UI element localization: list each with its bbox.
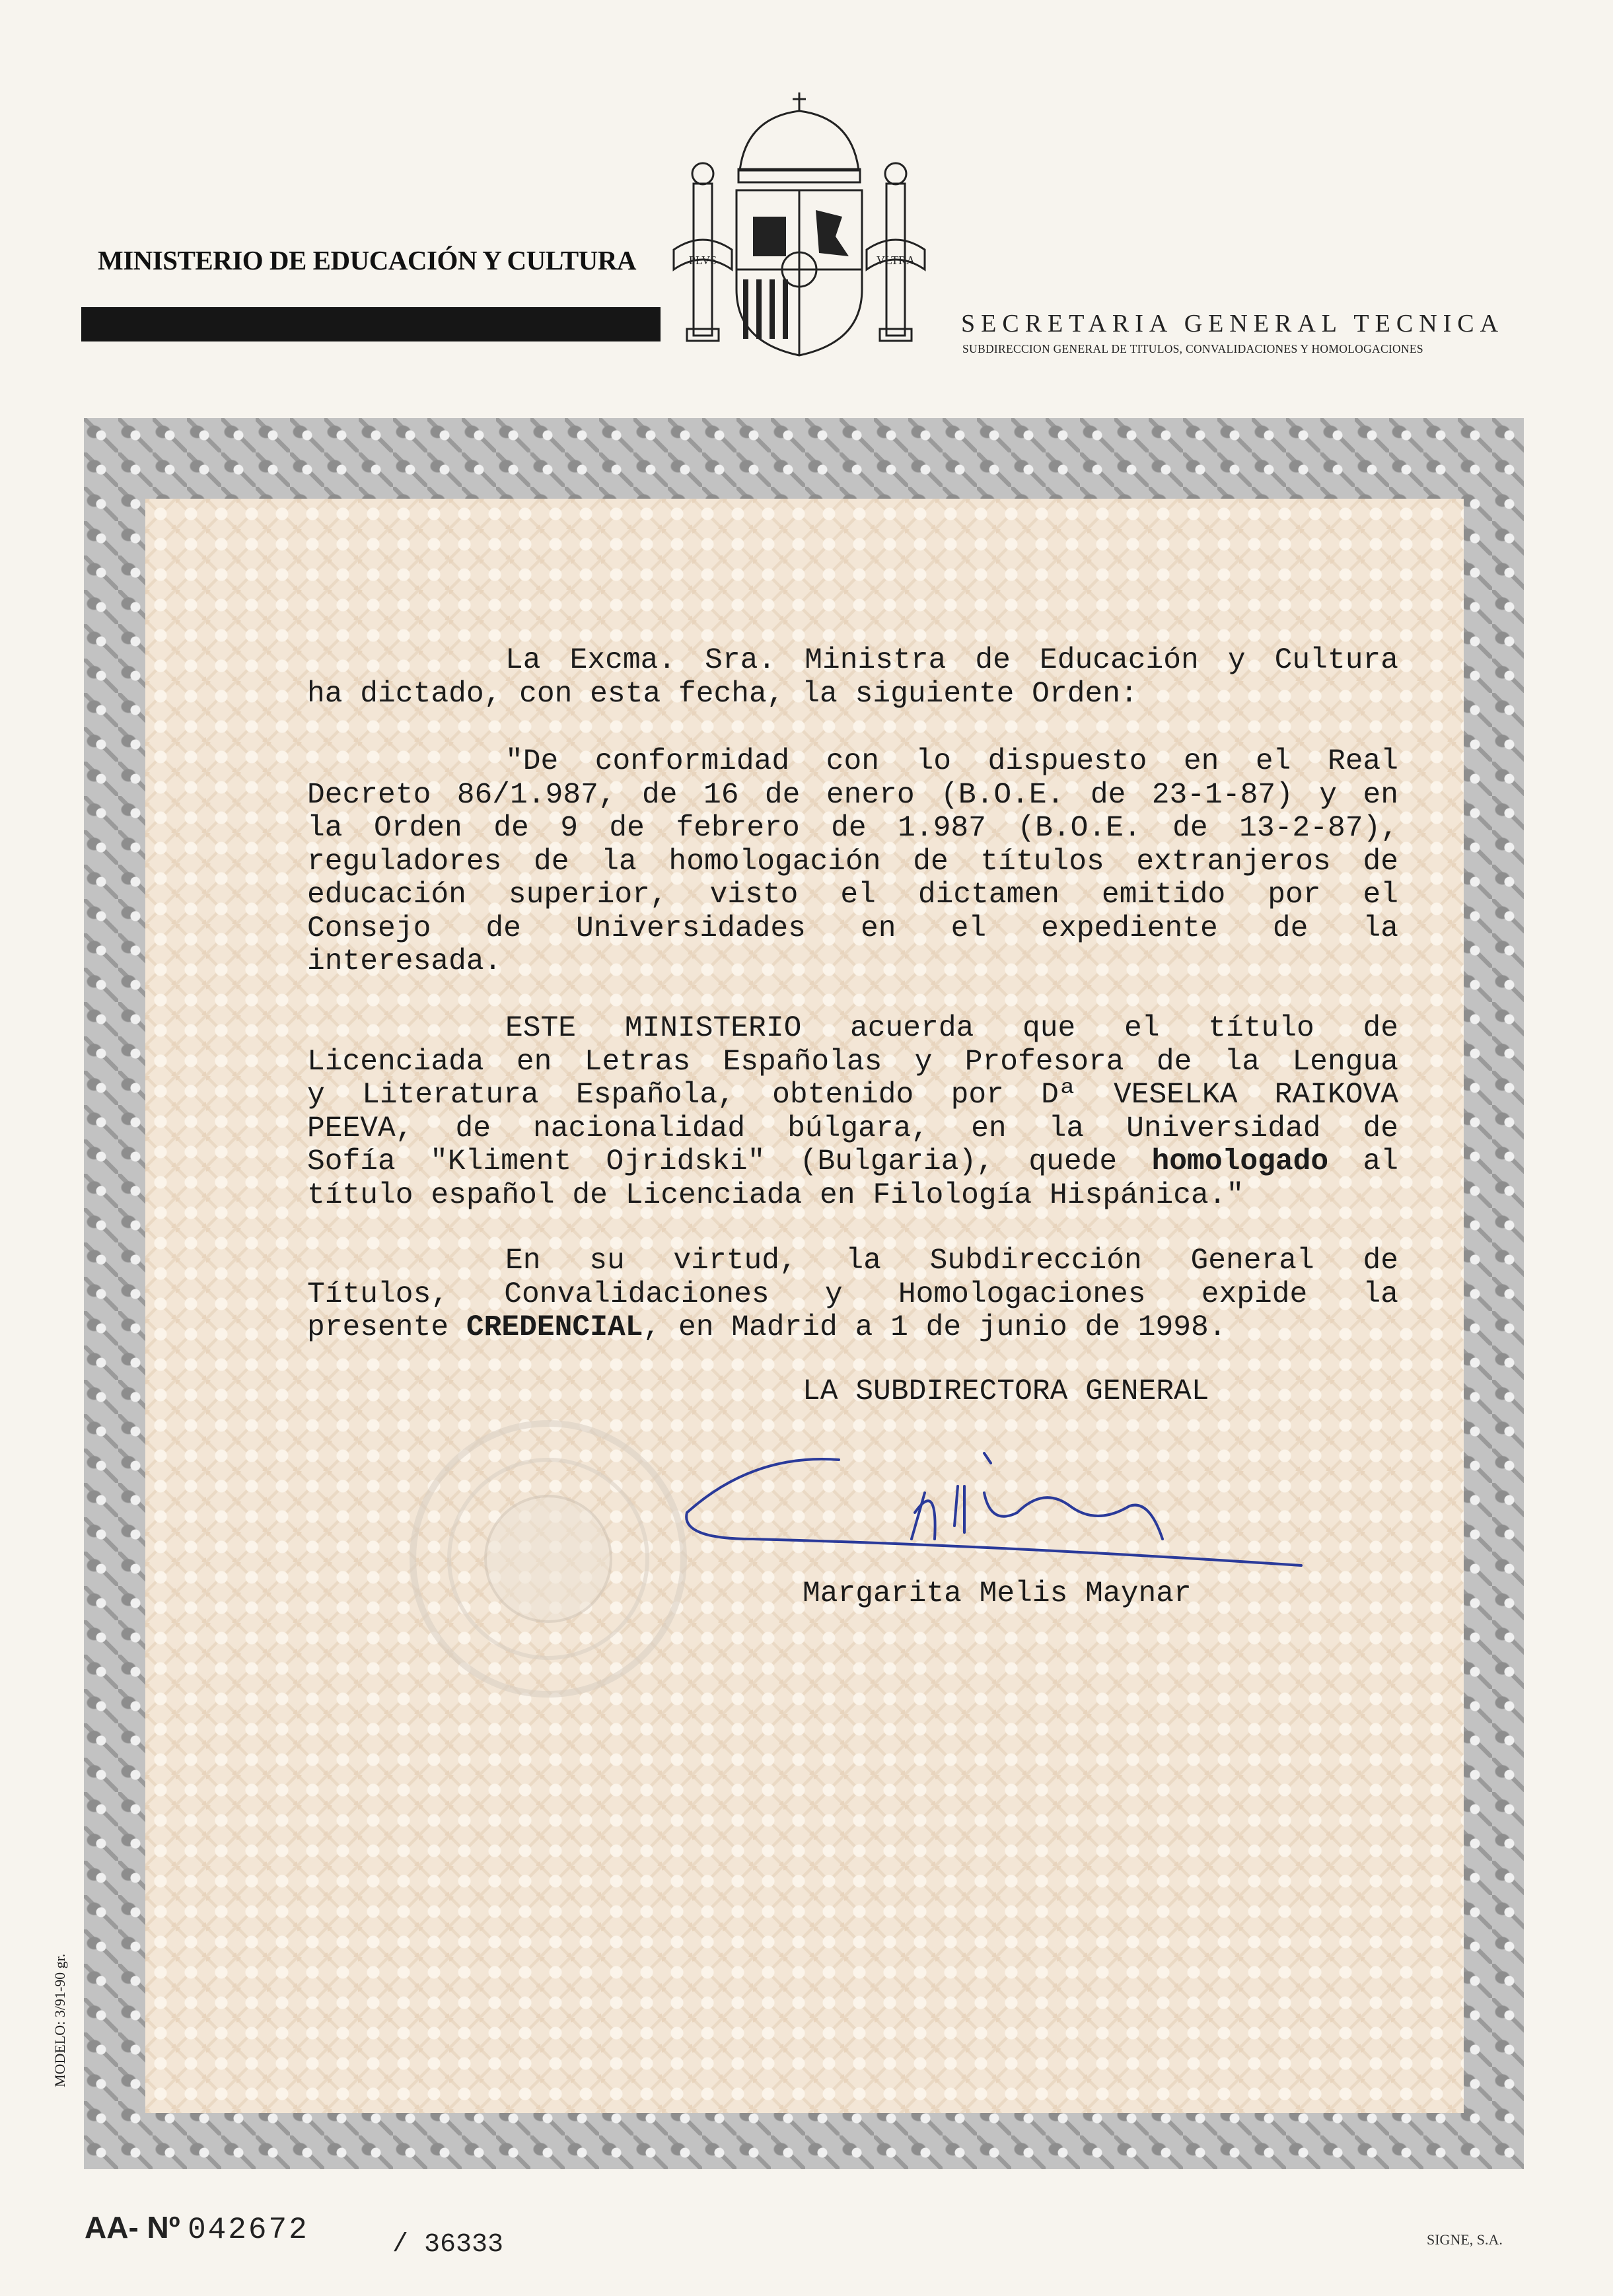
- text-line: interesada.: [307, 945, 502, 978]
- text-line: y Literatura Española, obtenido por Dª VESELKA RAIKOVA: [307, 1079, 1398, 1112]
- subdireccion-title: SUBDIRECCION GENERAL DE TITULOS, CONVALIDACIONES Y HOMOLOGACIONES: [962, 342, 1423, 355]
- serial-prefix: AA- Nº: [85, 2210, 180, 2244]
- ministry-name: MINISTERIO DE EDUCACIÓN Y CULTURA: [98, 245, 637, 275]
- header-bar: [81, 307, 661, 341]
- paragraph-issuance: [307, 1244, 1398, 1345]
- paragraph-intro: [307, 644, 1398, 711]
- text-line: la Orden de 9 de febrero de 1.987 (B.O.E. de 13-2-87),: [307, 812, 1398, 845]
- text-line: PEEVA, de nacionalidad búlgara, en la Universidad de: [307, 1112, 1398, 1145]
- printer-credit: SIGNE, S.A.: [1427, 2231, 1503, 2248]
- text-line: educación superior, visto el dictamen emitido por el: [307, 879, 1398, 912]
- file-reference: / 36333: [392, 2230, 504, 2260]
- handwritten-signature-icon: [674, 1440, 1308, 1598]
- motto-left: PLVS: [688, 254, 717, 267]
- signer-title: LA SUBDIRECTORA GENERAL: [803, 1375, 1209, 1408]
- text-line: título español de Licenciada en Filología Hispánica.": [307, 1178, 1244, 1212]
- paragraph-order: [307, 745, 1398, 979]
- secretaria-title: SECRETARIA GENERAL TECNICA: [961, 310, 1505, 338]
- motto-right: VLTRA: [876, 254, 915, 267]
- text-line: Decreto 86/1.987, de 16 de enero (B.O.E. de 23-1-87) y en: [307, 778, 1398, 812]
- text-line: [307, 1145, 1398, 1179]
- serial-value: 042672: [188, 2213, 309, 2247]
- homologado-emphasis: homologado: [1151, 1145, 1329, 1178]
- text-segment: , en Madrid a 1 de junio de 1998.: [643, 1311, 1227, 1344]
- text-line: ha dictado, con esta fecha, la siguiente Orden:: [307, 677, 1138, 711]
- coat-of-arms-icon: [667, 91, 931, 369]
- text-segment: presente: [307, 1311, 466, 1344]
- text-line: reguladores de la homologación de títulos extranjeros de: [307, 845, 1398, 879]
- text-segment: al: [1328, 1145, 1398, 1178]
- text-line: La Excma. Sra. Ministra de Educación y Cultura: [505, 644, 1398, 677]
- text-segment: Sofía "Kliment Ojridski" (Bulgaria), quede: [307, 1145, 1152, 1178]
- text-line: [307, 1311, 1398, 1345]
- text-line: Licenciada en Letras Españolas y Profesora de la Lengua: [307, 1045, 1398, 1079]
- text-line: "De conformidad con lo dispuesto en el Real: [505, 745, 1398, 778]
- model-code: MODELO: 3/91-90 gr.: [52, 1953, 68, 2087]
- credencial-emphasis: CREDENCIAL: [466, 1311, 643, 1344]
- signer-name: Margarita Melis Maynar: [803, 1577, 1192, 1610]
- embossed-seal-icon: [403, 1414, 694, 1704]
- text-line: En su virtud, la Subdirección General de: [505, 1244, 1398, 1277]
- text-line: ESTE MINISTERIO acuerda que el título de: [505, 1012, 1398, 1045]
- text-line: Consejo de Universidades en el expediente de la: [307, 912, 1398, 945]
- text-line: Títulos, Convalidaciones y Homologaciones expide la: [307, 1277, 1398, 1311]
- paragraph-resolution: [307, 1012, 1398, 1212]
- serial-number: [85, 2209, 309, 2247]
